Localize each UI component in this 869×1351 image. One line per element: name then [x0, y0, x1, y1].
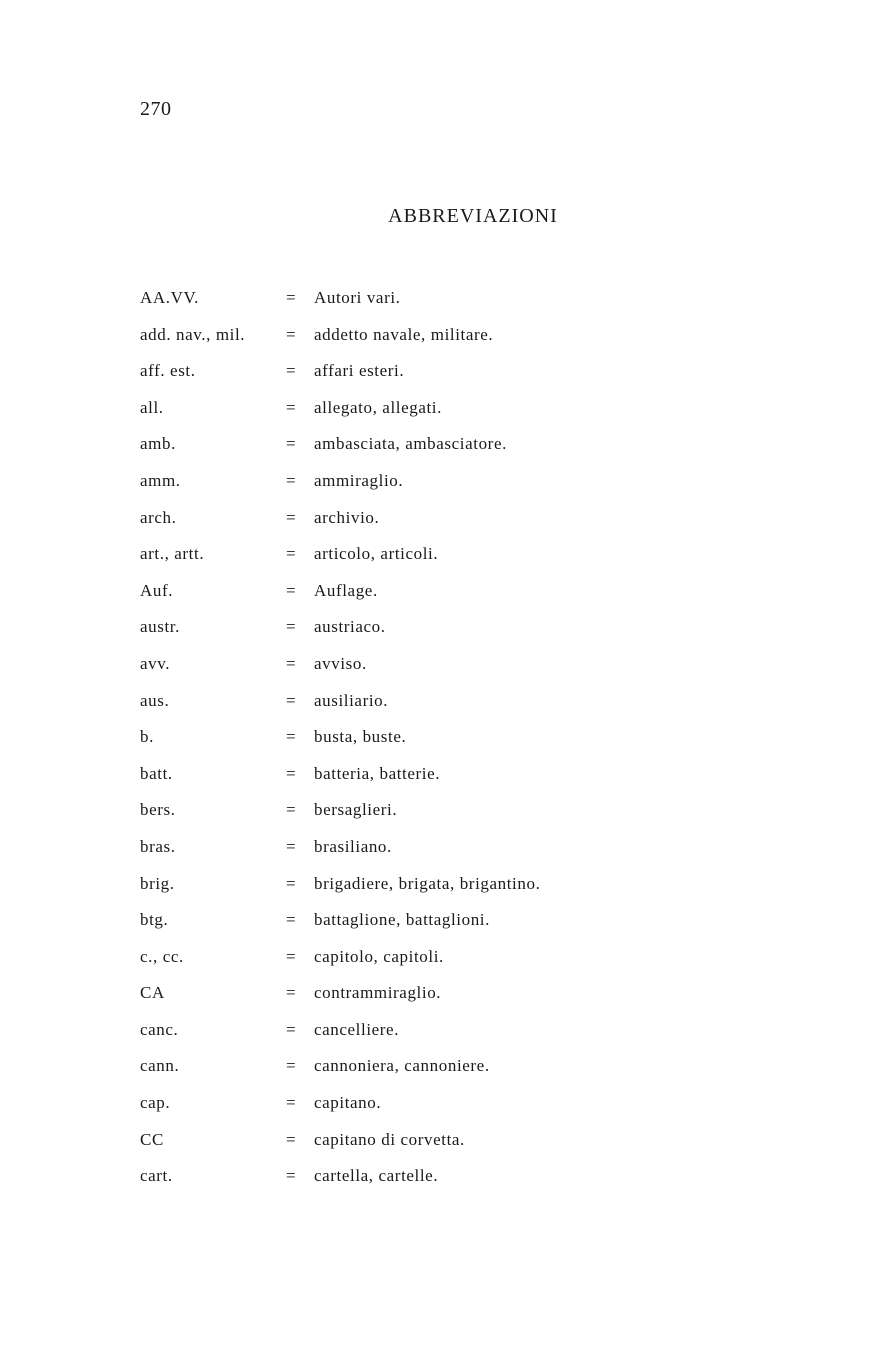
- abbreviation-term: avv.: [140, 653, 171, 673]
- abbreviation-entry: [140, 544, 740, 581]
- abbreviation-term: arch.: [140, 507, 177, 527]
- abbreviation-term: amm.: [140, 470, 181, 490]
- abbreviation-entry: [140, 581, 740, 618]
- abbreviation-term: b.: [140, 727, 154, 747]
- abbreviation-definition: batteria, batterie.: [314, 763, 441, 783]
- abbreviation-entry: [140, 1056, 740, 1093]
- equals-sign: =: [286, 690, 297, 710]
- abbreviation-entry: [140, 691, 740, 728]
- equals-sign: =: [286, 1019, 297, 1039]
- equals-sign: =: [286, 544, 297, 564]
- abbreviation-term: CC: [140, 1129, 164, 1149]
- abbreviation-entry: [140, 434, 740, 471]
- abbreviation-definition: addetto navale, militare.: [314, 324, 494, 344]
- equals-sign: =: [286, 1093, 297, 1113]
- abbreviation-term: aus.: [140, 690, 170, 710]
- abbreviation-entry: [140, 800, 740, 837]
- abbreviation-term: c., cc.: [140, 946, 184, 966]
- abbreviation-definition: battaglione, battaglioni.: [314, 910, 490, 930]
- abbreviation-term: aff. est.: [140, 361, 196, 381]
- abbreviation-entry: [140, 910, 740, 947]
- abbreviation-definition: cancelliere.: [314, 1019, 400, 1039]
- abbreviation-entry: [140, 727, 740, 764]
- abbreviation-term: cann.: [140, 1056, 180, 1076]
- abbreviation-definition: archivio.: [314, 507, 380, 527]
- abbreviation-term: all.: [140, 397, 164, 417]
- equals-sign: =: [286, 397, 297, 417]
- equals-sign: =: [286, 800, 297, 820]
- equals-sign: =: [286, 763, 297, 783]
- equals-sign: =: [286, 1129, 297, 1149]
- abbreviation-entry: [140, 947, 740, 984]
- equals-sign: =: [286, 470, 297, 490]
- equals-sign: =: [286, 507, 297, 527]
- abbreviation-term: add. nav., mil.: [140, 324, 246, 344]
- abbreviation-term: CA: [140, 983, 165, 1003]
- abbreviation-definition: affari esteri.: [314, 361, 405, 381]
- equals-sign: =: [286, 617, 297, 637]
- equals-sign: =: [286, 288, 297, 307]
- abbreviation-definition: cartella, cartelle.: [314, 1166, 439, 1186]
- abbreviation-definition: capitano.: [314, 1093, 382, 1113]
- abbreviation-entry: [140, 1130, 740, 1167]
- abbreviation-entry: [140, 1166, 740, 1203]
- abbreviation-definition: allegato, allegati.: [314, 397, 442, 417]
- abbreviation-definition: articolo, articoli.: [314, 544, 439, 564]
- abbreviation-entry: [140, 837, 740, 874]
- abbreviation-entry: [140, 654, 740, 691]
- abbreviation-entry: [140, 1020, 740, 1057]
- abbreviation-entry: [140, 874, 740, 911]
- abbreviation-definition: ausiliario.: [314, 690, 389, 710]
- abbreviation-definition: brigadiere, brigata, brigantino.: [314, 873, 541, 893]
- abbreviation-entry: [140, 471, 740, 508]
- equals-sign: =: [286, 434, 297, 454]
- abbreviation-term: cart.: [140, 1166, 173, 1186]
- abbreviation-term: cap.: [140, 1093, 171, 1113]
- abbreviation-definition: Auflage.: [314, 580, 378, 600]
- equals-sign: =: [286, 836, 297, 856]
- abbreviation-definition: ambasciata, ambasciatore.: [314, 434, 507, 454]
- abbreviation-definition: capitano di corvetta.: [314, 1129, 465, 1149]
- equals-sign: =: [286, 580, 297, 600]
- abbreviation-definition: avviso.: [314, 653, 367, 673]
- page-number: 270: [140, 98, 172, 120]
- equals-sign: =: [286, 946, 297, 966]
- abbreviation-term: btg.: [140, 910, 169, 930]
- abbreviation-entry: [140, 288, 740, 325]
- abbreviation-entry: [140, 508, 740, 545]
- abbreviation-definition: Autori vari.: [314, 288, 401, 307]
- abbreviation-definition: brasiliano.: [314, 836, 392, 856]
- abbreviation-term: canc.: [140, 1019, 179, 1039]
- abbreviation-definition: austriaco.: [314, 617, 386, 637]
- abbreviation-definition: ammiraglio.: [314, 470, 404, 490]
- equals-sign: =: [286, 873, 297, 893]
- abbreviation-term: amb.: [140, 434, 176, 454]
- abbreviation-entry: [140, 983, 740, 1020]
- abbreviation-list: [140, 288, 740, 1203]
- abbreviation-entry: [140, 361, 740, 398]
- abbreviation-term: batt.: [140, 763, 173, 783]
- equals-sign: =: [286, 1166, 297, 1186]
- abbreviation-term: brig.: [140, 873, 175, 893]
- abbreviation-entry: [140, 1093, 740, 1130]
- abbreviation-term: Auf.: [140, 580, 174, 600]
- abbreviation-definition: capitolo, capitoli.: [314, 946, 444, 966]
- abbreviation-term: bers.: [140, 800, 176, 820]
- abbreviation-definition: contrammiraglio.: [314, 983, 442, 1003]
- equals-sign: =: [286, 324, 297, 344]
- abbreviation-term: art., artt.: [140, 544, 205, 564]
- abbreviation-entry: [140, 617, 740, 654]
- abbreviation-term: bras.: [140, 836, 176, 856]
- equals-sign: =: [286, 983, 297, 1003]
- abbreviation-entry: [140, 764, 740, 801]
- abbreviation-definition: busta, buste.: [314, 727, 407, 747]
- abbreviation-entry: [140, 325, 740, 362]
- abbreviation-definition: cannoniera, cannoniere.: [314, 1056, 490, 1076]
- page-title: ABBREVIAZIONI: [388, 205, 558, 227]
- abbreviation-term: AA.VV.: [140, 288, 200, 307]
- equals-sign: =: [286, 1056, 297, 1076]
- abbreviation-term: austr.: [140, 617, 180, 637]
- equals-sign: =: [286, 910, 297, 930]
- equals-sign: =: [286, 727, 297, 747]
- equals-sign: =: [286, 361, 297, 381]
- abbreviation-definition: bersaglieri.: [314, 800, 398, 820]
- abbreviation-entry: [140, 398, 740, 435]
- equals-sign: =: [286, 653, 297, 673]
